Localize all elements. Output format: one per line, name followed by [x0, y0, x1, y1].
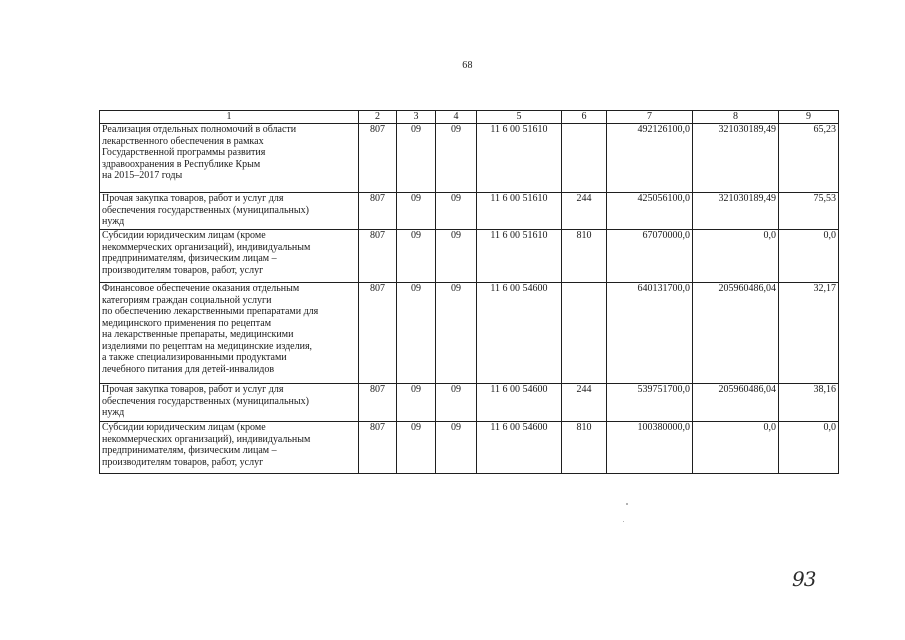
column-header: 9 [779, 111, 839, 124]
planned-amount: 640131700,0 [607, 283, 693, 384]
ministry-code: 807 [359, 230, 397, 283]
ministry-code: 807 [359, 124, 397, 193]
ministry-code: 807 [359, 283, 397, 384]
column-header: 5 [477, 111, 562, 124]
target-article-code: 11 6 00 51610 [477, 124, 562, 193]
executed-amount: 321030189,49 [693, 124, 779, 193]
execution-percent: 65,23 [779, 124, 839, 193]
row-description: Прочая закупка товаров, работ и услуг для обеспечения государственных (муниципальных) нужд [100, 193, 359, 230]
expense-type-code [562, 124, 607, 193]
table-row [100, 384, 839, 422]
column-header: 3 [397, 111, 436, 124]
page-number: 68 [462, 60, 473, 71]
execution-percent: 0,0 [779, 422, 839, 474]
budget-table [99, 110, 839, 474]
section-code: 09 [397, 193, 436, 230]
column-header: 7 [607, 111, 693, 124]
section-code: 09 [397, 422, 436, 474]
scan-speck [626, 503, 628, 505]
section-code: 09 [397, 283, 436, 384]
table-row [100, 230, 839, 283]
planned-amount: 539751700,0 [607, 384, 693, 422]
row-description: Реализация отдельных полномочий в области лекарственного обеспечения в рамках Государственной программы развития здравоохранения в Республике Крым на 2015–2017 годы [100, 124, 359, 193]
scan-speck [623, 521, 624, 522]
table-row [100, 124, 839, 193]
planned-amount: 425056100,0 [607, 193, 693, 230]
subsection-code: 09 [436, 422, 477, 474]
ministry-code: 807 [359, 422, 397, 474]
expense-type-code [562, 283, 607, 384]
column-header: 2 [359, 111, 397, 124]
target-article-code: 11 6 00 54600 [477, 384, 562, 422]
executed-amount: 0,0 [693, 230, 779, 283]
subsection-code: 09 [436, 283, 477, 384]
executed-amount: 205960486,04 [693, 384, 779, 422]
column-header: 8 [693, 111, 779, 124]
table-row [100, 193, 839, 230]
executed-amount: 321030189,49 [693, 193, 779, 230]
handwritten-page-mark: 93 [792, 567, 816, 591]
target-article-code: 11 6 00 51610 [477, 230, 562, 283]
expense-type-code: 244 [562, 193, 607, 230]
column-header: 1 [100, 111, 359, 124]
target-article-code: 11 6 00 54600 [477, 422, 562, 474]
subsection-code: 09 [436, 384, 477, 422]
execution-percent: 75,53 [779, 193, 839, 230]
executed-amount: 205960486,04 [693, 283, 779, 384]
executed-amount: 0,0 [693, 422, 779, 474]
planned-amount: 100380000,0 [607, 422, 693, 474]
subsection-code: 09 [436, 193, 477, 230]
section-code: 09 [397, 230, 436, 283]
expense-type-code: 810 [562, 422, 607, 474]
planned-amount: 492126100,0 [607, 124, 693, 193]
row-description: Прочая закупка товаров, работ и услуг для обеспечения государственных (муниципальных) нужд [100, 384, 359, 422]
execution-percent: 38,16 [779, 384, 839, 422]
column-header: 6 [562, 111, 607, 124]
expense-type-code: 810 [562, 230, 607, 283]
target-article-code: 11 6 00 54600 [477, 283, 562, 384]
table-row [100, 422, 839, 474]
row-description: Субсидии юридическим лицам (кроме некоммерческих организаций), индивидуальным предпринимателям, физическим лицам – производителям товаров, работ, услуг [100, 230, 359, 283]
row-description: Финансовое обеспечение оказания отдельным категориям граждан социальной услуги по обеспечению лекарственными препаратами для медицинского применения по рецептам на лекарственные препараты, медицинскими изделиями по рецептам на медицинские изделия, а также специализированными продуктами лечебного питания для детей-инвалидов [100, 283, 359, 384]
execution-percent: 32,17 [779, 283, 839, 384]
column-header: 4 [436, 111, 477, 124]
planned-amount: 67070000,0 [607, 230, 693, 283]
target-article-code: 11 6 00 51610 [477, 193, 562, 230]
row-description: Субсидии юридическим лицам (кроме некоммерческих организаций), индивидуальным предпринимателям, физическим лицам – производителям товаров, работ, услуг [100, 422, 359, 474]
subsection-code: 09 [436, 230, 477, 283]
table-row [100, 283, 839, 384]
execution-percent: 0,0 [779, 230, 839, 283]
expense-type-code: 244 [562, 384, 607, 422]
ministry-code: 807 [359, 193, 397, 230]
ministry-code: 807 [359, 384, 397, 422]
subsection-code: 09 [436, 124, 477, 193]
section-code: 09 [397, 384, 436, 422]
header-row [100, 111, 839, 124]
section-code: 09 [397, 124, 436, 193]
